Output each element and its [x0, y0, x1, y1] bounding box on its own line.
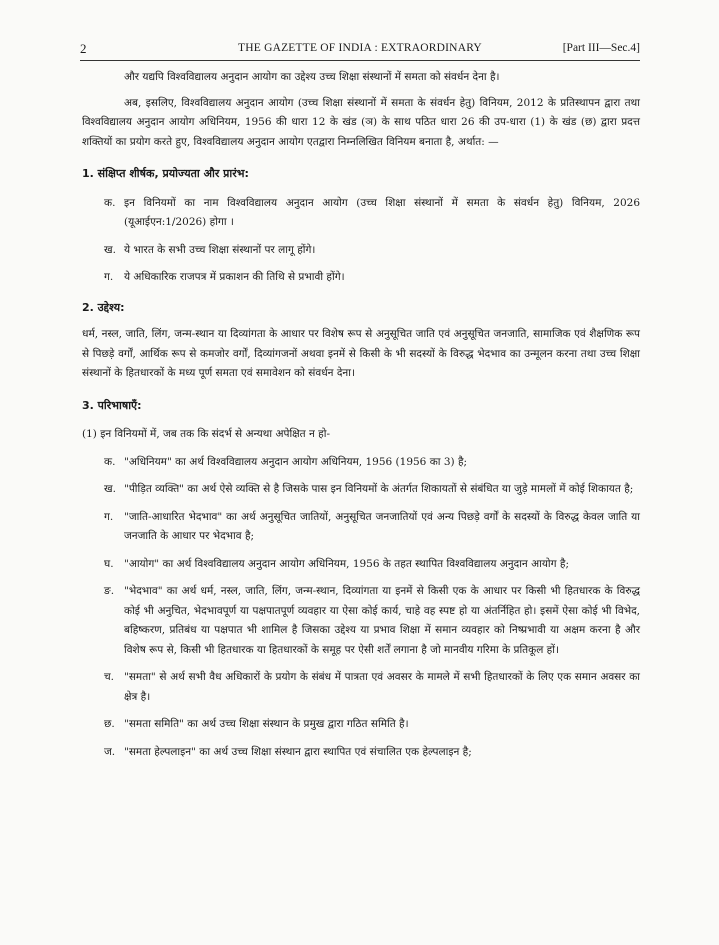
page-number: 2	[80, 41, 87, 56]
page-header	[80, 41, 640, 61]
definition-item	[82, 508, 640, 547]
section-1-item	[82, 241, 640, 261]
definition-item	[82, 555, 640, 575]
item-marker: ख.	[104, 483, 116, 495]
section-1-item	[82, 194, 640, 233]
item-marker: ङ.	[104, 585, 115, 597]
item-text: "आयोग" का अर्थ विश्वविद्यालय अनुदान आयोग अधिनियम, 1956 के तहत स्थापित विश्वविद्यालय अनुदान आयोग है;	[124, 557, 569, 570]
intro-paragraph-1: और यद्यपि विश्वविद्यालय अनुदान आयोग का उद्देश्य उच्च शिक्षा संस्थानों में समता को संवर्धन देना है।	[124, 71, 500, 83]
item-marker: छ.	[104, 718, 115, 730]
definition-item	[82, 480, 640, 500]
item-text: "पीड़ित व्यक्ति" का अर्थ ऐसे व्यक्ति से है जिसके पास इन विनियमों के अंतर्गत शिकायतों से संबंधित या जुड़े मामलों में कोई शिकायत है;	[124, 483, 634, 495]
item-marker: घ.	[104, 557, 114, 570]
section-2-heading: 2. उद्देश्य:	[82, 300, 125, 314]
item-text: "समता समिति" का अर्थ उच्च शिक्षा संस्थान के प्रमुख द्वारा गठित समिति है।	[124, 718, 409, 730]
section-label: [Part III—Sec.4]	[562, 42, 640, 54]
section-3-heading: 3. परिभाषाएँ:	[82, 398, 142, 412]
item-text: इन विनियमों का नाम विश्वविद्यालय अनुदान आयोग (उच्च शिक्षा संस्थानों में समता के संवर्धन हेतु) विनियम, 2026 (यूआईएन:1/2026) होगा ।	[124, 196, 640, 228]
definition-item	[82, 668, 640, 707]
definition-item	[82, 743, 640, 763]
section-3-lead: (1) इन विनियमों में, जब तक कि संदर्भ से अन्यथा अपेक्षित न हो-	[82, 428, 331, 440]
item-marker: ग.	[104, 271, 114, 283]
definition-item	[82, 582, 640, 660]
item-text: "भेदभाव" का अर्थ धर्म, नस्ल, जाति, लिंग, जन्म-स्थान, दिव्यांगता या इनमें से किसी एक के आधार पर किसी भी हितधारक के विरुद्ध कोई भी अनुचित, भेदभावपूर्ण या पक्षपातपूर्ण व्यवहार या ऐसा कोई कार्य, चाहे वह स्पष्ट हो या अंतर्निहित हो। इसमें ऐसा कोई भी विभेद, बहिष्करण, प्रतिबंध या पक्षपात भी शामिल है जिसका उद्देश्य या प्रभाव शिक्षा में समान व्यवहार को निष्प्रभावी या अक्षम करना है और विशेष रूप से, किसी भी हितधारक या हितधारकों के समूह पर ऐसी शर्तें लगाना है जो मानवीय गरिमा के प्रतिकूल हों।	[124, 585, 640, 656]
item-marker: ग.	[104, 510, 114, 523]
item-marker: च.	[104, 671, 115, 683]
gazette-title: THE GAZETTE OF INDIA : EXTRAORDINARY	[238, 42, 482, 54]
item-text: "जाति-आधारित भेदभाव" का अर्थ अनुसूचित जातियों, अनुसूचित जनजातियों एवं अन्य पिछड़े वर्गों के सदस्यों के विरुद्ध केवल जाति या जनजाति के आधार पर भेदभाव है;	[124, 510, 640, 542]
item-marker: क.	[104, 455, 116, 468]
item-text: "समता हेल्पलाइन" का अर्थ उच्च शिक्षा संस्थान द्वारा स्थापित एवं संचालित एक हेल्पलाइन है;	[124, 745, 472, 758]
item-marker: क.	[104, 196, 116, 209]
item-text: ये भारत के सभी उच्च शिक्षा संस्थानों पर लागू होंगे।	[124, 243, 316, 256]
intro-paragraph-2: अब, इसलिए, विश्वविद्यालय अनुदान आयोग (उच्च शिक्षा संस्थानों में समता के संवर्धन हेतु) विनियम, 2012 के प्रतिस्थापन द्वारा तथा विश्वविद्यालय अनुदान आयोग अधिनियम, 1956 की धारा 12 के खंड (ञ) के साथ पठित धारा 26 की उप-धारा (1) के खंड (छ) द्वारा प्रदत्त शक्तियों का प्रयोग करते हुए, विश्वविद्यालय अनुदान आयोग एतद्वारा निम्नलिखित विनियम बनाता है, अर्थात: —	[82, 96, 640, 148]
section-1-heading: 1. संक्षिप्त शीर्षक, प्रयोज्यता और प्रारंभ:	[82, 167, 249, 180]
document-body	[82, 68, 640, 762]
item-marker: ज.	[104, 745, 116, 758]
item-marker: ख.	[104, 243, 116, 256]
definition-item	[82, 453, 640, 473]
item-text: ये अधिकारिक राजपत्र में प्रकाशन की तिथि से प्रभावी होंगे।	[124, 271, 345, 283]
item-text: "अधिनियम" का अर्थ विश्वविद्यालय अनुदान आयोग अधिनियम, 1956 (1956 का 3) है;	[124, 455, 468, 468]
definition-item	[82, 715, 640, 735]
item-text: "समता" से अर्थ सभी वैध अधिकारों के प्रयोग के संबंध में पात्रता एवं अवसर के मामले में सभी हितधारकों के लिए एक समान अवसर का क्षेत्र है।	[124, 671, 640, 703]
section-2-text: धर्म, नस्ल, जाति, लिंग, जन्म-स्थान या दिव्यांगता के आधार पर विशेष रूप से अनुसूचित जाति एवं अनुसूचित जनजाति, सामाजिक एवं शैक्षणिक रूप से पिछड़े वर्गों, आर्थिक रूप से कमजोर वर्गों, दिव्यांगजनों अथवा इनमें से किसी के भी सदस्यों के विरुद्ध भेदभाव का उन्मूलन करना तथा उच्च शिक्षा संस्थानों के हितधारकों के मध्य पूर्ण समता एवं समावेशन को संवर्धन देना।	[82, 328, 640, 379]
section-1-item	[82, 268, 640, 288]
header-rule	[80, 60, 640, 61]
